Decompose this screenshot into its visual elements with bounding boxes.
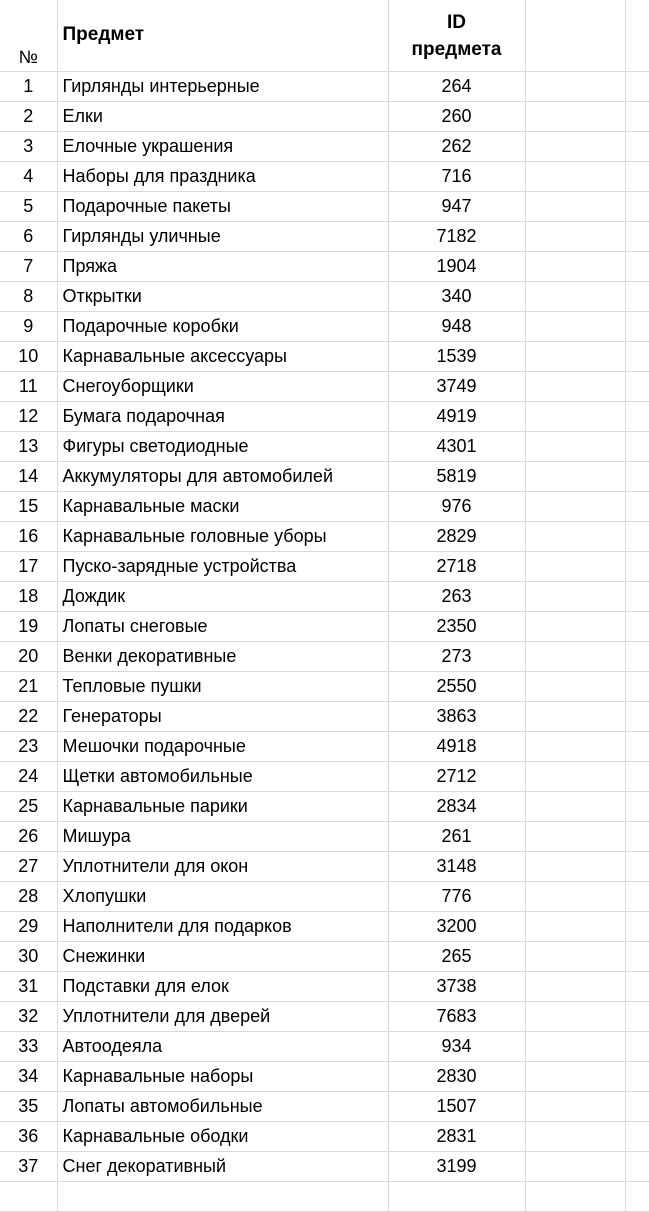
item-id-cell[interactable]: 776 <box>388 882 525 912</box>
row-number-cell[interactable]: 28 <box>0 882 57 912</box>
item-id-cell[interactable]: 3199 <box>388 1152 525 1182</box>
table-row <box>0 762 649 792</box>
item-id-cell[interactable]: 4301 <box>388 432 525 462</box>
row-number-cell[interactable]: 18 <box>0 582 57 612</box>
empty-cell[interactable] <box>525 162 625 192</box>
item-id-cell[interactable]: 1507 <box>388 1092 525 1122</box>
item-id-cell[interactable]: 2834 <box>388 792 525 822</box>
item-name-cell[interactable]: Генераторы <box>57 702 388 732</box>
item-name-cell[interactable]: Подарочные пакеты <box>57 192 388 222</box>
item-id-cell[interactable]: 716 <box>388 162 525 192</box>
empty-cell[interactable] <box>57 1182 388 1212</box>
empty-cell[interactable] <box>625 1152 649 1182</box>
item-name-cell[interactable]: Пуско-зарядные устройства <box>57 552 388 582</box>
row-number-cell[interactable]: 15 <box>0 492 57 522</box>
row-number-cell[interactable]: 21 <box>0 672 57 702</box>
empty-cell[interactable] <box>525 882 625 912</box>
empty-cell[interactable] <box>525 612 625 642</box>
table-row <box>0 1032 649 1062</box>
row-number-cell[interactable]: 6 <box>0 222 57 252</box>
table-row <box>0 252 649 282</box>
row-number-cell[interactable]: 16 <box>0 522 57 552</box>
empty-cell[interactable] <box>625 282 649 312</box>
item-id-cell[interactable]: 262 <box>388 132 525 162</box>
row-number-cell[interactable]: 34 <box>0 1062 57 1092</box>
table-row <box>0 702 649 732</box>
empty-cell[interactable] <box>525 102 625 132</box>
item-name-cell[interactable]: Фигуры светодиодные <box>57 432 388 462</box>
empty-cell[interactable] <box>625 612 649 642</box>
empty-cell[interactable] <box>625 972 649 1002</box>
item-name-cell[interactable]: Бумага подарочная <box>57 402 388 432</box>
empty-cell[interactable] <box>625 732 649 762</box>
header-id-label-line2: предмета <box>411 38 502 60</box>
row-number-cell[interactable]: 27 <box>0 852 57 882</box>
row-number-cell[interactable]: 8 <box>0 282 57 312</box>
item-name-cell[interactable]: Снежинки <box>57 942 388 972</box>
empty-cell[interactable] <box>625 372 649 402</box>
item-id-cell[interactable]: 3738 <box>388 972 525 1002</box>
row-number-cell[interactable]: 31 <box>0 972 57 1002</box>
item-id-cell[interactable]: 3148 <box>388 852 525 882</box>
empty-cell[interactable] <box>625 522 649 552</box>
header-number-cell[interactable] <box>0 0 57 72</box>
item-name-cell[interactable]: Снег декоративный <box>57 1152 388 1182</box>
item-id-cell[interactable]: 3863 <box>388 702 525 732</box>
empty-cell[interactable] <box>525 342 625 372</box>
item-id-cell[interactable]: 2712 <box>388 762 525 792</box>
table-row <box>0 522 649 552</box>
row-number-cell[interactable]: 19 <box>0 612 57 642</box>
item-name-cell[interactable]: Уплотнители для окон <box>57 852 388 882</box>
empty-cell[interactable] <box>525 522 625 552</box>
item-id-cell[interactable]: 4919 <box>388 402 525 432</box>
row-number-cell[interactable]: 37 <box>0 1152 57 1182</box>
item-name-cell[interactable]: Подставки для елок <box>57 972 388 1002</box>
row-number-cell[interactable]: 26 <box>0 822 57 852</box>
item-id-cell[interactable]: 2350 <box>388 612 525 642</box>
item-id-cell[interactable]: 934 <box>388 1032 525 1062</box>
empty-cell[interactable] <box>525 1062 625 1092</box>
item-id-cell[interactable]: 1539 <box>388 342 525 372</box>
row-number-cell[interactable]: 17 <box>0 552 57 582</box>
item-id-cell[interactable]: 4918 <box>388 732 525 762</box>
header-number-label: № <box>18 47 38 67</box>
table-row <box>0 192 649 222</box>
table-row <box>0 672 649 702</box>
empty-cell[interactable] <box>625 192 649 222</box>
empty-cell[interactable] <box>525 1152 625 1182</box>
item-id-cell[interactable]: 273 <box>388 642 525 672</box>
row-number-cell[interactable]: 25 <box>0 792 57 822</box>
empty-cell[interactable] <box>625 882 649 912</box>
row-number-cell[interactable]: 32 <box>0 1002 57 1032</box>
table-row <box>0 822 649 852</box>
table-row <box>0 432 649 462</box>
item-name-cell[interactable]: Венки декоративные <box>57 642 388 672</box>
header-item-label: Предмет <box>62 23 145 45</box>
item-name-cell[interactable]: Мишура <box>57 822 388 852</box>
empty-cell[interactable] <box>525 672 625 702</box>
row-number-cell[interactable]: 1 <box>0 72 57 102</box>
table-row <box>0 792 649 822</box>
header-row <box>0 0 649 72</box>
item-name-cell[interactable]: Карнавальные парики <box>57 792 388 822</box>
empty-cell[interactable] <box>625 1122 649 1152</box>
empty-cell[interactable] <box>625 1062 649 1092</box>
item-id-cell[interactable]: 7683 <box>388 1002 525 1032</box>
table-row <box>0 1092 649 1122</box>
row-number-cell[interactable]: 9 <box>0 312 57 342</box>
empty-cell[interactable] <box>625 312 649 342</box>
row-number-cell[interactable]: 14 <box>0 462 57 492</box>
row-number-cell[interactable]: 3 <box>0 132 57 162</box>
empty-cell[interactable] <box>625 402 649 432</box>
empty-cell[interactable] <box>525 0 625 72</box>
item-name-cell[interactable]: Лопаты снеговые <box>57 612 388 642</box>
empty-cell[interactable] <box>625 222 649 252</box>
empty-cell[interactable] <box>625 252 649 282</box>
item-name-cell[interactable]: Дождик <box>57 582 388 612</box>
item-name-cell[interactable]: Елочные украшения <box>57 132 388 162</box>
row-number-cell[interactable]: 4 <box>0 162 57 192</box>
item-name-cell[interactable]: Лопаты автомобильные <box>57 1092 388 1122</box>
empty-cell[interactable] <box>625 822 649 852</box>
item-name-cell[interactable]: Карнавальные маски <box>57 492 388 522</box>
row-number-cell[interactable]: 36 <box>0 1122 57 1152</box>
empty-row <box>0 1182 649 1212</box>
table-row <box>0 492 649 522</box>
row-number-cell[interactable]: 33 <box>0 1032 57 1062</box>
table-row <box>0 1002 649 1032</box>
row-number-cell[interactable]: 23 <box>0 732 57 762</box>
empty-cell[interactable] <box>525 492 625 522</box>
empty-cell[interactable] <box>625 1032 649 1062</box>
table-row <box>0 282 649 312</box>
item-id-cell[interactable]: 340 <box>388 282 525 312</box>
empty-cell[interactable] <box>0 1182 57 1212</box>
item-id-cell[interactable]: 948 <box>388 312 525 342</box>
table-row <box>0 732 649 762</box>
item-name-cell[interactable]: Карнавальные аксессуары <box>57 342 388 372</box>
item-id-cell[interactable]: 265 <box>388 942 525 972</box>
item-id-cell[interactable]: 5819 <box>388 462 525 492</box>
row-number-cell[interactable]: 30 <box>0 942 57 972</box>
item-name-cell[interactable]: Аккумуляторы для автомобилей <box>57 462 388 492</box>
table-row <box>0 402 649 432</box>
empty-cell[interactable] <box>525 762 625 792</box>
empty-cell[interactable] <box>525 402 625 432</box>
item-id-cell[interactable]: 264 <box>388 72 525 102</box>
item-name-cell[interactable]: Гирлянды интерьерные <box>57 72 388 102</box>
empty-cell[interactable] <box>525 252 625 282</box>
item-name-cell[interactable]: Открытки <box>57 282 388 312</box>
item-name-cell[interactable]: Гирлянды уличные <box>57 222 388 252</box>
empty-cell[interactable] <box>625 1182 649 1212</box>
empty-cell[interactable] <box>625 942 649 972</box>
table-row <box>0 612 649 642</box>
empty-cell[interactable] <box>525 462 625 492</box>
table-row <box>0 882 649 912</box>
empty-cell[interactable] <box>625 582 649 612</box>
item-id-cell[interactable]: 263 <box>388 582 525 612</box>
empty-cell[interactable] <box>625 852 649 882</box>
row-number-cell[interactable]: 5 <box>0 192 57 222</box>
table-row <box>0 312 649 342</box>
item-id-cell[interactable]: 261 <box>388 822 525 852</box>
empty-cell[interactable] <box>525 222 625 252</box>
item-id-cell[interactable]: 2550 <box>388 672 525 702</box>
empty-cell[interactable] <box>525 1122 625 1152</box>
table-row <box>0 852 649 882</box>
empty-cell[interactable] <box>525 732 625 762</box>
empty-cell[interactable] <box>525 192 625 222</box>
table-row <box>0 72 649 102</box>
empty-cell[interactable] <box>525 792 625 822</box>
item-name-cell[interactable]: Карнавальные ободки <box>57 1122 388 1152</box>
empty-cell[interactable] <box>388 1182 525 1212</box>
empty-cell[interactable] <box>625 492 649 522</box>
item-name-cell[interactable]: Уплотнители для дверей <box>57 1002 388 1032</box>
table-row <box>0 1122 649 1152</box>
row-number-cell[interactable]: 10 <box>0 342 57 372</box>
empty-cell[interactable] <box>525 372 625 402</box>
row-number-cell[interactable]: 13 <box>0 432 57 462</box>
row-number-cell[interactable]: 22 <box>0 702 57 732</box>
item-name-cell[interactable]: Наборы для праздника <box>57 162 388 192</box>
empty-cell[interactable] <box>525 852 625 882</box>
empty-cell[interactable] <box>625 762 649 792</box>
empty-cell[interactable] <box>525 312 625 342</box>
empty-cell[interactable] <box>525 1092 625 1122</box>
empty-cell[interactable] <box>525 282 625 312</box>
empty-cell[interactable] <box>625 432 649 462</box>
table-row <box>0 942 649 972</box>
item-name-cell[interactable]: Мешочки подарочные <box>57 732 388 762</box>
empty-cell[interactable] <box>625 672 649 702</box>
empty-cell[interactable] <box>525 1032 625 1062</box>
item-name-cell[interactable]: Щетки автомобильные <box>57 762 388 792</box>
empty-cell[interactable] <box>625 552 649 582</box>
table-row <box>0 582 649 612</box>
header-id-cell[interactable] <box>388 0 525 72</box>
empty-cell[interactable] <box>525 432 625 462</box>
item-id-cell[interactable]: 2829 <box>388 522 525 552</box>
table-row <box>0 972 649 1002</box>
empty-cell[interactable] <box>625 342 649 372</box>
table-row <box>0 912 649 942</box>
table-row <box>0 642 649 672</box>
item-id-cell[interactable]: 3200 <box>388 912 525 942</box>
empty-cell[interactable] <box>525 702 625 732</box>
row-number-cell[interactable]: 20 <box>0 642 57 672</box>
item-id-cell[interactable]: 2718 <box>388 552 525 582</box>
table-row <box>0 222 649 252</box>
empty-cell[interactable] <box>525 552 625 582</box>
empty-cell[interactable] <box>525 972 625 1002</box>
table-row <box>0 462 649 492</box>
empty-cell[interactable] <box>625 642 649 672</box>
item-id-cell[interactable]: 260 <box>388 102 525 132</box>
empty-cell[interactable] <box>525 822 625 852</box>
item-name-cell[interactable]: Тепловые пушки <box>57 672 388 702</box>
empty-cell[interactable] <box>625 1002 649 1032</box>
row-number-cell[interactable]: 12 <box>0 402 57 432</box>
empty-cell[interactable] <box>625 1092 649 1122</box>
item-name-cell[interactable]: Пряжа <box>57 252 388 282</box>
table-row <box>0 132 649 162</box>
empty-cell[interactable] <box>525 582 625 612</box>
empty-cell[interactable] <box>525 942 625 972</box>
empty-cell[interactable] <box>525 1182 625 1212</box>
item-id-cell[interactable]: 3749 <box>388 372 525 402</box>
empty-cell[interactable] <box>525 642 625 672</box>
table-row <box>0 1062 649 1092</box>
item-id-cell[interactable]: 976 <box>388 492 525 522</box>
empty-cell[interactable] <box>625 702 649 732</box>
empty-cell[interactable] <box>625 132 649 162</box>
row-number-cell[interactable]: 24 <box>0 762 57 792</box>
table-row <box>0 552 649 582</box>
item-name-cell[interactable]: Хлопушки <box>57 882 388 912</box>
empty-cell[interactable] <box>525 912 625 942</box>
empty-cell[interactable] <box>625 0 649 72</box>
header-item-cell[interactable] <box>57 0 388 72</box>
empty-cell[interactable] <box>625 912 649 942</box>
item-name-cell[interactable]: Карнавальные наборы <box>57 1062 388 1092</box>
item-id-cell[interactable]: 2830 <box>388 1062 525 1092</box>
empty-cell[interactable] <box>525 132 625 162</box>
table-row <box>0 102 649 132</box>
empty-cell[interactable] <box>525 72 625 102</box>
row-number-cell[interactable]: 29 <box>0 912 57 942</box>
item-id-cell[interactable]: 1904 <box>388 252 525 282</box>
empty-cell[interactable] <box>625 102 649 132</box>
item-id-cell[interactable]: 2831 <box>388 1122 525 1152</box>
row-number-cell[interactable]: 2 <box>0 102 57 132</box>
header-id-label-line1: ID <box>447 11 466 33</box>
item-id-cell[interactable]: 947 <box>388 192 525 222</box>
empty-cell[interactable] <box>625 462 649 492</box>
empty-cell[interactable] <box>625 792 649 822</box>
item-name-cell[interactable]: Подарочные коробки <box>57 312 388 342</box>
empty-cell[interactable] <box>525 1002 625 1032</box>
item-name-cell[interactable]: Елки <box>57 102 388 132</box>
table-row <box>0 1152 649 1182</box>
table-row <box>0 372 649 402</box>
empty-cell[interactable] <box>625 72 649 102</box>
item-id-cell[interactable]: 7182 <box>388 222 525 252</box>
item-name-cell[interactable]: Наполнители для подарков <box>57 912 388 942</box>
item-name-cell[interactable]: Автоодеяла <box>57 1032 388 1062</box>
table-row <box>0 342 649 372</box>
row-number-cell[interactable]: 35 <box>0 1092 57 1122</box>
row-number-cell[interactable]: 11 <box>0 372 57 402</box>
item-name-cell[interactable]: Снегоуборщики <box>57 372 388 402</box>
empty-cell[interactable] <box>625 162 649 192</box>
item-name-cell[interactable]: Карнавальные головные уборы <box>57 522 388 552</box>
row-number-cell[interactable]: 7 <box>0 252 57 282</box>
table-row <box>0 162 649 192</box>
